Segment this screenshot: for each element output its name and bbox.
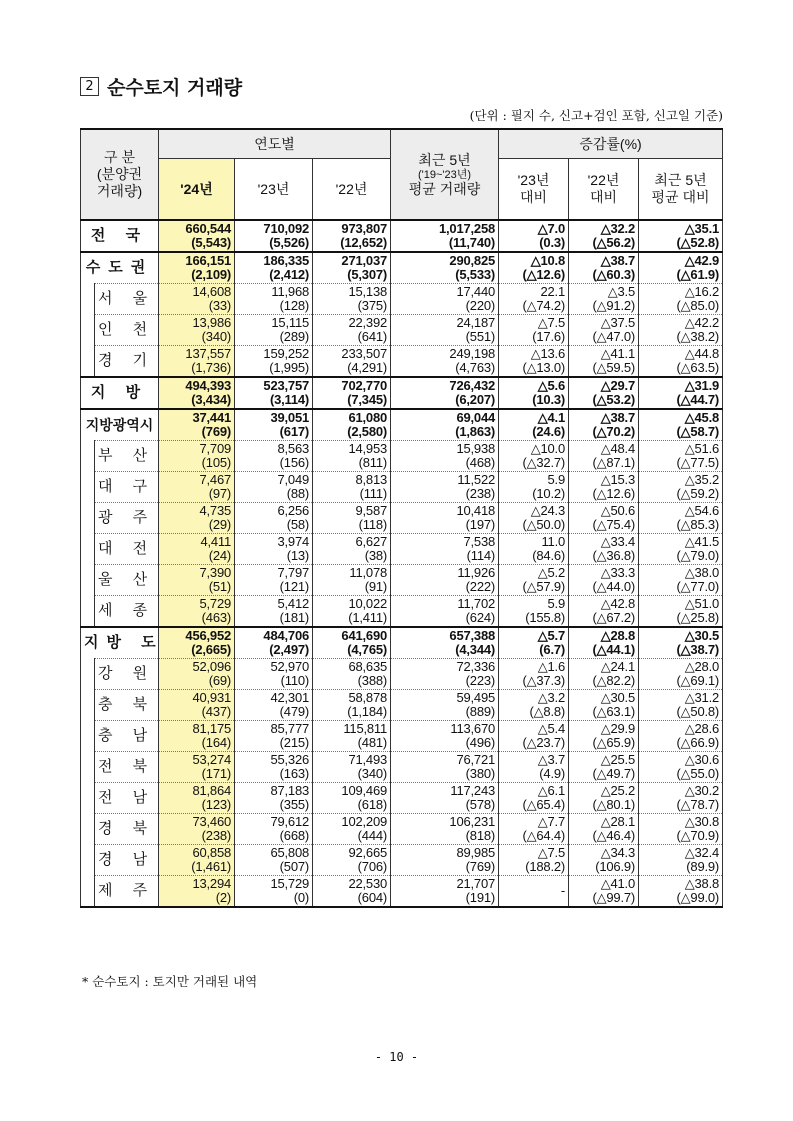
region-name: 전 남 bbox=[95, 783, 159, 814]
cell-r5: △42.2 (△38.2) bbox=[639, 315, 723, 346]
indent-cell bbox=[81, 876, 95, 908]
cell-avg: 89,985 (769) bbox=[391, 845, 499, 876]
cell-y22: 115,811 (481) bbox=[313, 721, 391, 752]
table-row bbox=[81, 503, 723, 534]
indent-cell bbox=[81, 783, 95, 814]
cell-r5: △30.6 (△55.0) bbox=[639, 752, 723, 783]
cell-y23: 710,092 (5,526) bbox=[235, 220, 313, 252]
cell-y22: 11,078 (91) bbox=[313, 565, 391, 596]
cell-r5: △31.9 (△44.7) bbox=[639, 377, 723, 409]
land-transaction-table bbox=[80, 128, 723, 908]
cell-r5: △30.8 (△70.9) bbox=[639, 814, 723, 845]
cell-r5: △45.8 (△58.7) bbox=[639, 409, 723, 441]
section-title-text: 순수토지 거래량 bbox=[107, 77, 243, 99]
region-name: 인 천 bbox=[95, 315, 159, 346]
cell-y23: 52,970 (110) bbox=[235, 659, 313, 690]
cell-r23: △10.8 (△12.6) bbox=[499, 252, 569, 284]
region-name: 경 남 bbox=[95, 845, 159, 876]
cell-r22: △24.1 (△82.2) bbox=[569, 659, 639, 690]
table-row bbox=[81, 315, 723, 346]
cell-r22: △15.3 (△12.6) bbox=[569, 472, 639, 503]
cell-r23: △7.5 (188.2) bbox=[499, 845, 569, 876]
cell-y24: 660,544 (5,543) bbox=[159, 220, 235, 252]
cell-r22: △33.4 (△36.8) bbox=[569, 534, 639, 565]
cell-avg: 11,926 (222) bbox=[391, 565, 499, 596]
indent-cell bbox=[81, 659, 95, 690]
indent-cell bbox=[81, 565, 95, 596]
table-row bbox=[81, 845, 723, 876]
header-vs-2022: '22년 대비 bbox=[569, 159, 639, 221]
cell-y24: 494,393 (3,434) bbox=[159, 377, 235, 409]
cell-y24: 40,931 (437) bbox=[159, 690, 235, 721]
indent-cell bbox=[81, 596, 95, 628]
cell-r5: △51.6 (△77.5) bbox=[639, 441, 723, 472]
cell-r23: △13.6 (△13.0) bbox=[499, 346, 569, 378]
cell-r22: △29.9 (△65.9) bbox=[569, 721, 639, 752]
cell-r22: △3.5 (△91.2) bbox=[569, 284, 639, 315]
indent-cell bbox=[81, 752, 95, 783]
cell-avg: 106,231 (818) bbox=[391, 814, 499, 845]
footnote: * 순수토지 : 토지만 거래된 내역 bbox=[82, 974, 258, 989]
cell-r23: △5.7 (6.7) bbox=[499, 627, 569, 659]
cell-r22: △48.4 (△87.1) bbox=[569, 441, 639, 472]
cell-y24: 81,175 (164) bbox=[159, 721, 235, 752]
region-name: 부 산 bbox=[95, 441, 159, 472]
table-row bbox=[81, 596, 723, 628]
cell-r23: 11.0 (84.6) bbox=[499, 534, 569, 565]
cell-r22: △37.5 (△47.0) bbox=[569, 315, 639, 346]
indent-cell bbox=[81, 690, 95, 721]
cell-avg: 290,825 (5,533) bbox=[391, 252, 499, 284]
cell-y24: 5,729 (463) bbox=[159, 596, 235, 628]
cell-avg: 726,432 (6,207) bbox=[391, 377, 499, 409]
cell-r5: △30.2 (△78.7) bbox=[639, 783, 723, 814]
region-name: 세 종 bbox=[95, 596, 159, 628]
header-2022: '22년 bbox=[313, 159, 391, 221]
cell-y24: 81,864 (123) bbox=[159, 783, 235, 814]
cell-y22: 702,770 (7,345) bbox=[313, 377, 391, 409]
cell-y22: 8,813 (111) bbox=[313, 472, 391, 503]
cell-r23: △3.7 (4.9) bbox=[499, 752, 569, 783]
indent-cell bbox=[81, 315, 95, 346]
cell-r23: △10.0 (△32.7) bbox=[499, 441, 569, 472]
cell-y23: 42,301 (479) bbox=[235, 690, 313, 721]
cell-y24: 4,411 (24) bbox=[159, 534, 235, 565]
table-row bbox=[81, 252, 723, 284]
cell-y22: 109,469 (618) bbox=[313, 783, 391, 814]
cell-y24: 13,294 (2) bbox=[159, 876, 235, 908]
table-row bbox=[81, 752, 723, 783]
cell-r5: △28.6 (△66.9) bbox=[639, 721, 723, 752]
cell-y23: 6,256 (58) bbox=[235, 503, 313, 534]
cell-y22: 58,878 (1,184) bbox=[313, 690, 391, 721]
cell-y24: 14,608 (33) bbox=[159, 284, 235, 315]
region-name: 대 구 bbox=[95, 472, 159, 503]
cell-y24: 166,151 (2,109) bbox=[159, 252, 235, 284]
cell-y23: 39,051 (617) bbox=[235, 409, 313, 441]
cell-y23: 15,729 (0) bbox=[235, 876, 313, 908]
cell-r5: △31.2 (△50.8) bbox=[639, 690, 723, 721]
cell-r22: △30.5 (△63.1) bbox=[569, 690, 639, 721]
cell-y22: 10,022 (1,411) bbox=[313, 596, 391, 628]
cell-r5: △54.6 (△85.3) bbox=[639, 503, 723, 534]
table-row bbox=[81, 441, 723, 472]
cell-r22: △34.3 (106.9) bbox=[569, 845, 639, 876]
header-vs-5yr: 최근 5년 평균 대비 bbox=[639, 159, 723, 221]
cell-r23: △5.6 (10.3) bbox=[499, 377, 569, 409]
table-row bbox=[81, 346, 723, 378]
cell-avg: 117,243 (578) bbox=[391, 783, 499, 814]
cell-y24: 60,858 (1,461) bbox=[159, 845, 235, 876]
table-row bbox=[81, 814, 723, 845]
cell-avg: 113,670 (496) bbox=[391, 721, 499, 752]
cell-r22: △29.7 (△53.2) bbox=[569, 377, 639, 409]
cell-r22: △25.2 (△80.1) bbox=[569, 783, 639, 814]
header-recent5-line: 평균 거래량 bbox=[408, 180, 481, 197]
cell-r5: △35.1 (△52.8) bbox=[639, 220, 723, 252]
cell-r23: △7.5 (17.6) bbox=[499, 315, 569, 346]
cell-r23: △7.0 (0.3) bbox=[499, 220, 569, 252]
cell-avg: 7,538 (114) bbox=[391, 534, 499, 565]
page-number: - 10 - bbox=[374, 1050, 419, 1064]
cell-avg: 17,440 (220) bbox=[391, 284, 499, 315]
table-row bbox=[81, 220, 723, 252]
cell-y24: 52,096 (69) bbox=[159, 659, 235, 690]
cell-y23: 7,797 (121) bbox=[235, 565, 313, 596]
cell-r22: △41.1 (△59.5) bbox=[569, 346, 639, 378]
region-name: 서 울 bbox=[95, 284, 159, 315]
cell-y22: 22,530 (604) bbox=[313, 876, 391, 908]
cell-r23: 22.1 (△74.2) bbox=[499, 284, 569, 315]
cell-r5: △41.5 (△79.0) bbox=[639, 534, 723, 565]
cell-y22: 973,807 (12,652) bbox=[313, 220, 391, 252]
cell-r5: △28.0 (△69.1) bbox=[639, 659, 723, 690]
section-title bbox=[80, 73, 242, 100]
region-name: 광 주 bbox=[95, 503, 159, 534]
cell-y23: 3,974 (13) bbox=[235, 534, 313, 565]
cell-y24: 7,467 (97) bbox=[159, 472, 235, 503]
cell-r23: △4.1 (24.6) bbox=[499, 409, 569, 441]
table-row bbox=[81, 627, 723, 659]
cell-r5: △32.4 (89.9) bbox=[639, 845, 723, 876]
table-row bbox=[81, 377, 723, 409]
cell-r22: △41.0 (△99.7) bbox=[569, 876, 639, 908]
cell-r5: △42.9 (△61.9) bbox=[639, 252, 723, 284]
table-row bbox=[81, 659, 723, 690]
cell-r5: △35.2 (△59.2) bbox=[639, 472, 723, 503]
cell-y23: 11,968 (128) bbox=[235, 284, 313, 315]
region-name: 충 남 bbox=[95, 721, 159, 752]
cell-avg: 24,187 (551) bbox=[391, 315, 499, 346]
cell-r23: 5.9 (10.2) bbox=[499, 472, 569, 503]
cell-y24: 4,735 (29) bbox=[159, 503, 235, 534]
cell-avg: 657,388 (4,344) bbox=[391, 627, 499, 659]
region-name: 지 방 bbox=[81, 377, 159, 409]
cell-y23: 7,049 (88) bbox=[235, 472, 313, 503]
region-name: 경 기 bbox=[95, 346, 159, 378]
cell-y22: 233,507 (4,291) bbox=[313, 346, 391, 378]
cell-y22: 102,209 (444) bbox=[313, 814, 391, 845]
indent-cell bbox=[81, 721, 95, 752]
table-row bbox=[81, 721, 723, 752]
region-name: 전 국 bbox=[81, 220, 159, 252]
cell-r22: △42.8 (△67.2) bbox=[569, 596, 639, 628]
cell-r23: △3.2 (△8.8) bbox=[499, 690, 569, 721]
cell-r23: △5.4 (△23.7) bbox=[499, 721, 569, 752]
indent-cell bbox=[81, 845, 95, 876]
cell-y23: 523,757 (3,114) bbox=[235, 377, 313, 409]
cell-avg: 10,418 (197) bbox=[391, 503, 499, 534]
cell-avg: 15,938 (468) bbox=[391, 441, 499, 472]
cell-y23: 5,412 (181) bbox=[235, 596, 313, 628]
cell-r23: △6.1 (△65.4) bbox=[499, 783, 569, 814]
cell-y24: 53,274 (171) bbox=[159, 752, 235, 783]
table-row bbox=[81, 783, 723, 814]
cell-y23: 85,777 (215) bbox=[235, 721, 313, 752]
table-row bbox=[81, 876, 723, 908]
cell-r22: △32.2 (△56.2) bbox=[569, 220, 639, 252]
cell-y23: 159,252 (1,995) bbox=[235, 346, 313, 378]
cell-r5: △16.2 (△85.0) bbox=[639, 284, 723, 315]
section-number-box: 2 bbox=[80, 77, 99, 96]
table-row bbox=[81, 472, 723, 503]
table-row bbox=[81, 690, 723, 721]
header-recent5-line: 최근 5년 bbox=[418, 151, 471, 168]
cell-r23: 5.9 (155.8) bbox=[499, 596, 569, 628]
cell-avg: 11,702 (624) bbox=[391, 596, 499, 628]
cell-avg: 249,198 (4,763) bbox=[391, 346, 499, 378]
cell-r5: △38.8 (△99.0) bbox=[639, 876, 723, 908]
cell-r23: △24.3 (△50.0) bbox=[499, 503, 569, 534]
table-body bbox=[81, 220, 723, 907]
cell-y22: 71,493 (340) bbox=[313, 752, 391, 783]
indent-cell bbox=[81, 472, 95, 503]
header-2023: '23년 bbox=[235, 159, 313, 221]
region-name: 전 북 bbox=[95, 752, 159, 783]
cell-r22: △50.6 (△75.4) bbox=[569, 503, 639, 534]
cell-y22: 641,690 (4,765) bbox=[313, 627, 391, 659]
indent-cell bbox=[81, 503, 95, 534]
cell-r22: △25.5 (△49.7) bbox=[569, 752, 639, 783]
header-recent5-line: ('19~'23년) bbox=[417, 168, 472, 181]
cell-r23: △5.2 (△57.9) bbox=[499, 565, 569, 596]
cell-r5: △38.0 (△77.0) bbox=[639, 565, 723, 596]
cell-y22: 6,627 (38) bbox=[313, 534, 391, 565]
cell-y24: 7,390 (51) bbox=[159, 565, 235, 596]
cell-r23: △1.6 (△37.3) bbox=[499, 659, 569, 690]
cell-y22: 61,080 (2,580) bbox=[313, 409, 391, 441]
cell-r22: △38.7 (△60.3) bbox=[569, 252, 639, 284]
cell-y24: 137,557 (1,736) bbox=[159, 346, 235, 378]
region-name: 수도권 bbox=[81, 252, 159, 284]
table-row bbox=[81, 565, 723, 596]
cell-r5: △44.8 (△63.5) bbox=[639, 346, 723, 378]
region-name: 경 북 bbox=[95, 814, 159, 845]
cell-y23: 65,808 (507) bbox=[235, 845, 313, 876]
cell-y22: 14,953 (811) bbox=[313, 441, 391, 472]
cell-y24: 13,986 (340) bbox=[159, 315, 235, 346]
header-2024: '24년 bbox=[159, 159, 235, 221]
region-name: 지방 도 bbox=[81, 627, 159, 659]
indent-cell bbox=[81, 814, 95, 845]
header-category: 구 분 (분양권 거래량) bbox=[81, 129, 159, 220]
region-name: 충 북 bbox=[95, 690, 159, 721]
cell-y23: 484,706 (2,497) bbox=[235, 627, 313, 659]
cell-y24: 7,709 (105) bbox=[159, 441, 235, 472]
cell-avg: 1,017,258 (11,740) bbox=[391, 220, 499, 252]
cell-avg: 21,707 (191) bbox=[391, 876, 499, 908]
cell-avg: 69,044 (1,863) bbox=[391, 409, 499, 441]
region-name: 제 주 bbox=[95, 876, 159, 908]
cell-y23: 87,183 (355) bbox=[235, 783, 313, 814]
cell-r22: △28.8 (△44.1) bbox=[569, 627, 639, 659]
region-name: 지방광역시 bbox=[81, 409, 159, 441]
indent-cell bbox=[81, 534, 95, 565]
cell-y22: 9,587 (118) bbox=[313, 503, 391, 534]
cell-y23: 55,326 (163) bbox=[235, 752, 313, 783]
cell-y23: 8,563 (156) bbox=[235, 441, 313, 472]
cell-avg: 72,336 (223) bbox=[391, 659, 499, 690]
cell-y22: 22,392 (641) bbox=[313, 315, 391, 346]
cell-avg: 76,721 (380) bbox=[391, 752, 499, 783]
unit-note: (단위 : 필지 수, 신고+검인 포함, 신고일 기준) bbox=[469, 108, 723, 123]
cell-r22: △33.3 (△44.0) bbox=[569, 565, 639, 596]
cell-y24: 456,952 (2,665) bbox=[159, 627, 235, 659]
cell-r23: △7.7 (△64.4) bbox=[499, 814, 569, 845]
table-row bbox=[81, 409, 723, 441]
cell-r5: △30.5 (△38.7) bbox=[639, 627, 723, 659]
region-name: 울 산 bbox=[95, 565, 159, 596]
cell-r22: △28.1 (△46.4) bbox=[569, 814, 639, 845]
cell-y22: 271,037 (5,307) bbox=[313, 252, 391, 284]
region-name: 대 전 bbox=[95, 534, 159, 565]
indent-cell bbox=[81, 346, 95, 378]
header-recent5-avg bbox=[391, 129, 499, 220]
cell-y22: 92,665 (706) bbox=[313, 845, 391, 876]
cell-r5: △51.0 (△25.8) bbox=[639, 596, 723, 628]
header-vs-2023: '23년 대비 bbox=[499, 159, 569, 221]
header-rate: 증감률(%) bbox=[499, 129, 723, 159]
cell-y22: 15,138 (375) bbox=[313, 284, 391, 315]
indent-cell bbox=[81, 441, 95, 472]
indent-cell bbox=[81, 284, 95, 315]
region-name: 강 원 bbox=[95, 659, 159, 690]
cell-y23: 186,335 (2,412) bbox=[235, 252, 313, 284]
cell-r23: - bbox=[499, 876, 569, 908]
cell-avg: 59,495 (889) bbox=[391, 690, 499, 721]
cell-y22: 68,635 (388) bbox=[313, 659, 391, 690]
cell-y23: 15,115 (289) bbox=[235, 315, 313, 346]
cell-y24: 73,460 (238) bbox=[159, 814, 235, 845]
table-row bbox=[81, 534, 723, 565]
header-by-year: 연도별 bbox=[159, 129, 391, 159]
cell-y23: 79,612 (668) bbox=[235, 814, 313, 845]
cell-y24: 37,441 (769) bbox=[159, 409, 235, 441]
cell-r22: △38.7 (△70.2) bbox=[569, 409, 639, 441]
table-row bbox=[81, 284, 723, 315]
cell-avg: 11,522 (238) bbox=[391, 472, 499, 503]
